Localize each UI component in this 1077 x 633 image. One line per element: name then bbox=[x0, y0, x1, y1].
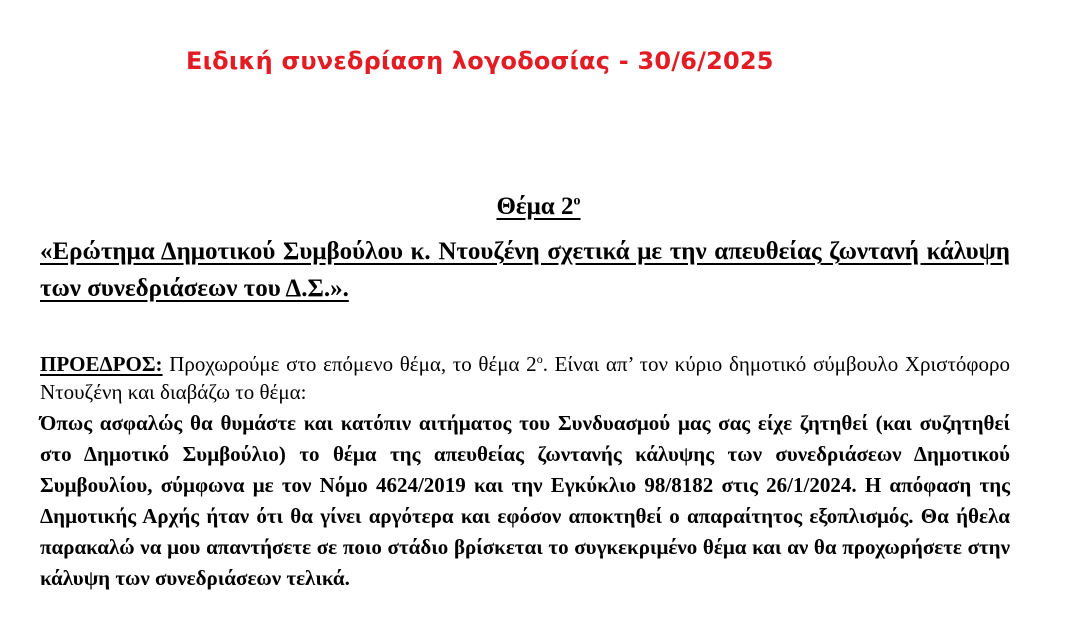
speaker-text-end: . Είναι απ’ τον κύριο δημοτικό σύμβουλο Χριστόφορο Ντουζένη και διαβάζω το θέμα: bbox=[40, 352, 1011, 404]
speaker-paragraph bbox=[40, 345, 1010, 406]
topic-heading bbox=[0, 193, 1077, 221]
speaker-text-start: Προχωρούμε στο επόμενο θέμα, το θέμα 2 bbox=[162, 352, 537, 376]
speaker-name: ΠΡΟΕΔΡΟΣ: bbox=[40, 352, 163, 376]
topic-label: Θέμα 2 bbox=[496, 193, 574, 220]
session-title: Ειδική συνεδρίαση λογοδοσίας - 30/6/2025 bbox=[186, 47, 774, 75]
topic-ordinal-superscript: ο bbox=[573, 193, 581, 209]
speaker-ordinal-superscript: ο bbox=[536, 352, 543, 366]
topic-title: «Ερώτημα Δημοτικού Συμβούλου κ. Ντουζένη σχετικά με την απευθείας ζωντανή κάλυψη των συνεδριάσεων του Δ.Σ.». bbox=[40, 238, 1010, 302]
question-paragraph: Όπως ασφαλώς θα θυμάστε και κατόπιν αιτήματος του Συνδυασμού μας σας είχε ζητηθεί (και συζητηθεί στο Δημοτικό Συμβούλιο) το θέμα της απευθείας ζωντανής κάλυψης των συνεδριάσεων Δημοτικού Συμβουλίου, σύμφωνα με τον Νόμο 4624/2019 και την Εγκύκλιο 98/8182 στις 26/1/2024. Η απόφαση της Δημοτικής Αρχής ήταν ότι θα γίνει αργότερα και εφόσον αποκτηθεί ο απαραίτητος εξοπλισμός. Θα ήθελα παρακαλώ να μου απαντήσετε σε ποιο στάδιο βρίσκεται το συγκεκριμένο θέμα και αν θα προχωρήσετε στην κάλυψη των συνεδριάσεων τελικά. bbox=[40, 411, 1010, 590]
